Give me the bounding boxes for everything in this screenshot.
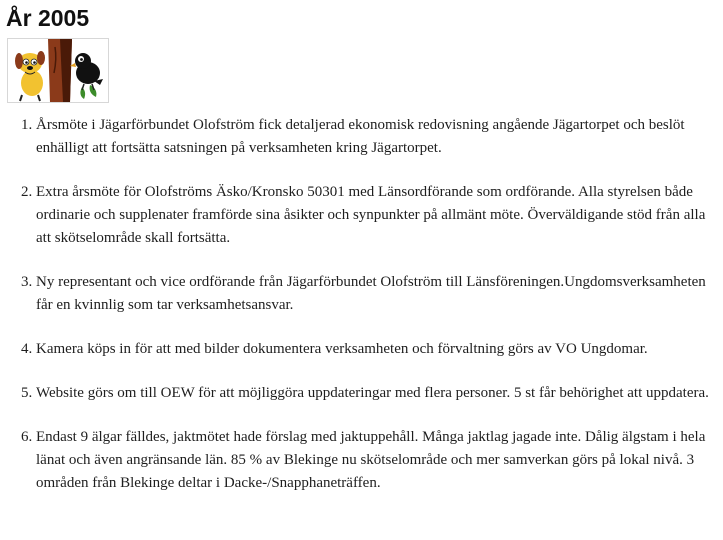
list-item xyxy=(36,271,716,317)
page-title: År 2005 xyxy=(6,5,90,31)
list-item-text: Kamera köps in för att med bilder dokumentera verksamheten och förvaltning görs av VO Ungdomar. xyxy=(36,341,648,357)
events-list xyxy=(0,114,716,516)
dog-character xyxy=(15,51,45,101)
list-item-text: Extra årsmöte för Olofströms Äsko/Kronsko 50301 med Länsordförande som ordförande. Alla styrelsen både ordinarie och supplenater framförde sina åsikter och synpunkter på allmänt möte. Överväldigande stöd från alla att skötselområde skall fortsätta. xyxy=(36,184,706,246)
list-item-text: Website görs om till OEW för att möjliggöra uppdateringar med flera personer. 5 st får behörighet att uppdatera. xyxy=(36,385,709,401)
list-item xyxy=(36,181,716,250)
list-item-text: Årsmöte i Jägarförbundet Olofström fick detaljerad ekonomisk redovisning angående Jägartorpet och beslöt enhälligt att fortsätta satsningen på verksamheten kring Jägartorpet. xyxy=(36,117,685,156)
list-item xyxy=(36,426,716,495)
list-item xyxy=(36,338,716,361)
list-item-text: Endast 9 älgar fälldes, jaktmötet hade förslag med jaktuppehåll. Många jaktlag jagade inte. Dålig älgstam i hela länat och även angränsande län. 85 % av Blekinge nu skötselområde och mer samverkan görs på lokal nivå. 3 områden från Blekinge deltar i Dacke-/Snapphaneträffen. xyxy=(36,429,706,491)
illustration xyxy=(7,38,109,103)
bird-character xyxy=(70,53,103,99)
tree-trunk xyxy=(48,39,72,102)
list-item xyxy=(36,114,716,160)
cartoon-animals-at-tree-icon xyxy=(8,39,108,102)
list-item-text: Ny representant och vice ordförande från Jägarförbundet Olofström till Länsföreningen.Ungdomsverksamheten får en kvinnlig som tar verksamhetsansvar. xyxy=(36,274,706,313)
list-item xyxy=(36,382,716,405)
